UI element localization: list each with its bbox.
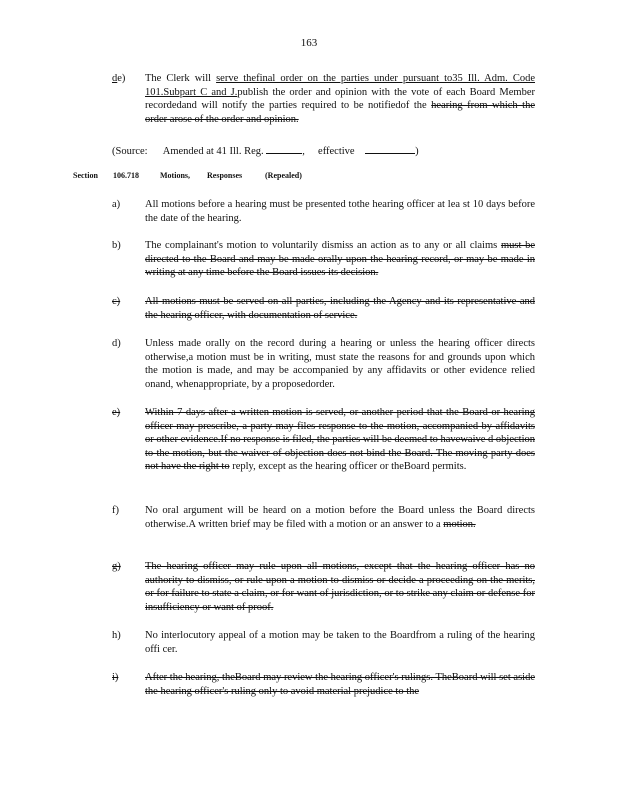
- page-number: 163: [300, 37, 318, 49]
- item-label-i: i): [112, 672, 119, 683]
- item-text-f: No oral argument will be heard on a motion before the Board unless the Board directs otherwise.A written brief may be filed with a motion or an answer to a motion.: [145, 505, 535, 530]
- item-label-d: d): [112, 338, 121, 349]
- source-date-blank: [365, 143, 415, 154]
- item-text-a: All motions before a hearing must be presented tothe hearing officer at lea st 10 days before the date of the hearing.: [145, 199, 535, 224]
- item-label-f: f): [112, 505, 119, 516]
- item-text-b: The complainant's motion to voluntarily dismiss an action as to any or all claims must be directed to the Board and may be made orally upon the hearing record, or may be made in writing at any time before the Board issues its decision.: [145, 240, 535, 278]
- source-note: (Source: Amended at 41 Ill. Reg. , effective ): [112, 143, 419, 157]
- item-label-c: c): [112, 296, 121, 307]
- item-text-h: No interlocutory appeal of a motion may be taken to the Boardfrom a ruling of the hearing offi cer.: [145, 630, 535, 655]
- paragraph-de: [112, 72, 535, 132]
- item-label-b: b): [112, 240, 121, 251]
- item-text-i: After the hearing, theBoard may review the hearing officer's rulings. TheBoard will set aside the hearing officer's ruling only to avoid material prejudice to the: [145, 672, 535, 697]
- item-label-h: h): [112, 630, 121, 641]
- item-text-c: All motions must be served on all parties, including the Agency and its representative and the hearing officer, with documentation of service.: [145, 296, 535, 321]
- item-label-e: e): [112, 407, 121, 418]
- item-text-d: Unless made orally on the record during a hearing or unless the hearing officer directs otherwise,a motion must be in writing, must state the reasons for and grounds upon which the motion is made, and may be accompanied by any affidavits or other evidence relied onand, whenappropriate, by a proposedorder.: [145, 338, 535, 390]
- item-text-e: Within 7 days after a written motion is served, or another period that the Board or hearing officer may prescribe, a party may files response to the motion, accompanied by affidavits or other evidence.If no response is filed, the parties will be deemed to havewaive d objection to the motion, but the waiver of objection does not bind the Board. The moving party does not have the right to reply, except as the hearing officer or theBoard permits.: [145, 407, 535, 472]
- source-reg-blank: [266, 143, 302, 154]
- item-text-g: The hearing officer may rule upon all motions, except that the hearing officer has no authority to dismiss, or rule upon a motion to dismiss or decide a proceeding on the merits, or for failure to state a claim, or for want of jurisdiction, or to strike any claim or defense for insufficiency or want of proof.: [145, 561, 535, 613]
- item-label-a: a): [112, 199, 121, 210]
- item-label-de: de): [112, 73, 126, 84]
- item-text-de: The Clerk will serve thefinal order on the parties under pursuant to35 Ill. Adm. Code 101.Subpart C and J.publish the order and opinion with the vote of each Board Member recordedand will notify the parties required to be notifiedof the hearing from which the order arose of the order and opinion.: [145, 73, 535, 125]
- item-label-g: g): [112, 561, 121, 572]
